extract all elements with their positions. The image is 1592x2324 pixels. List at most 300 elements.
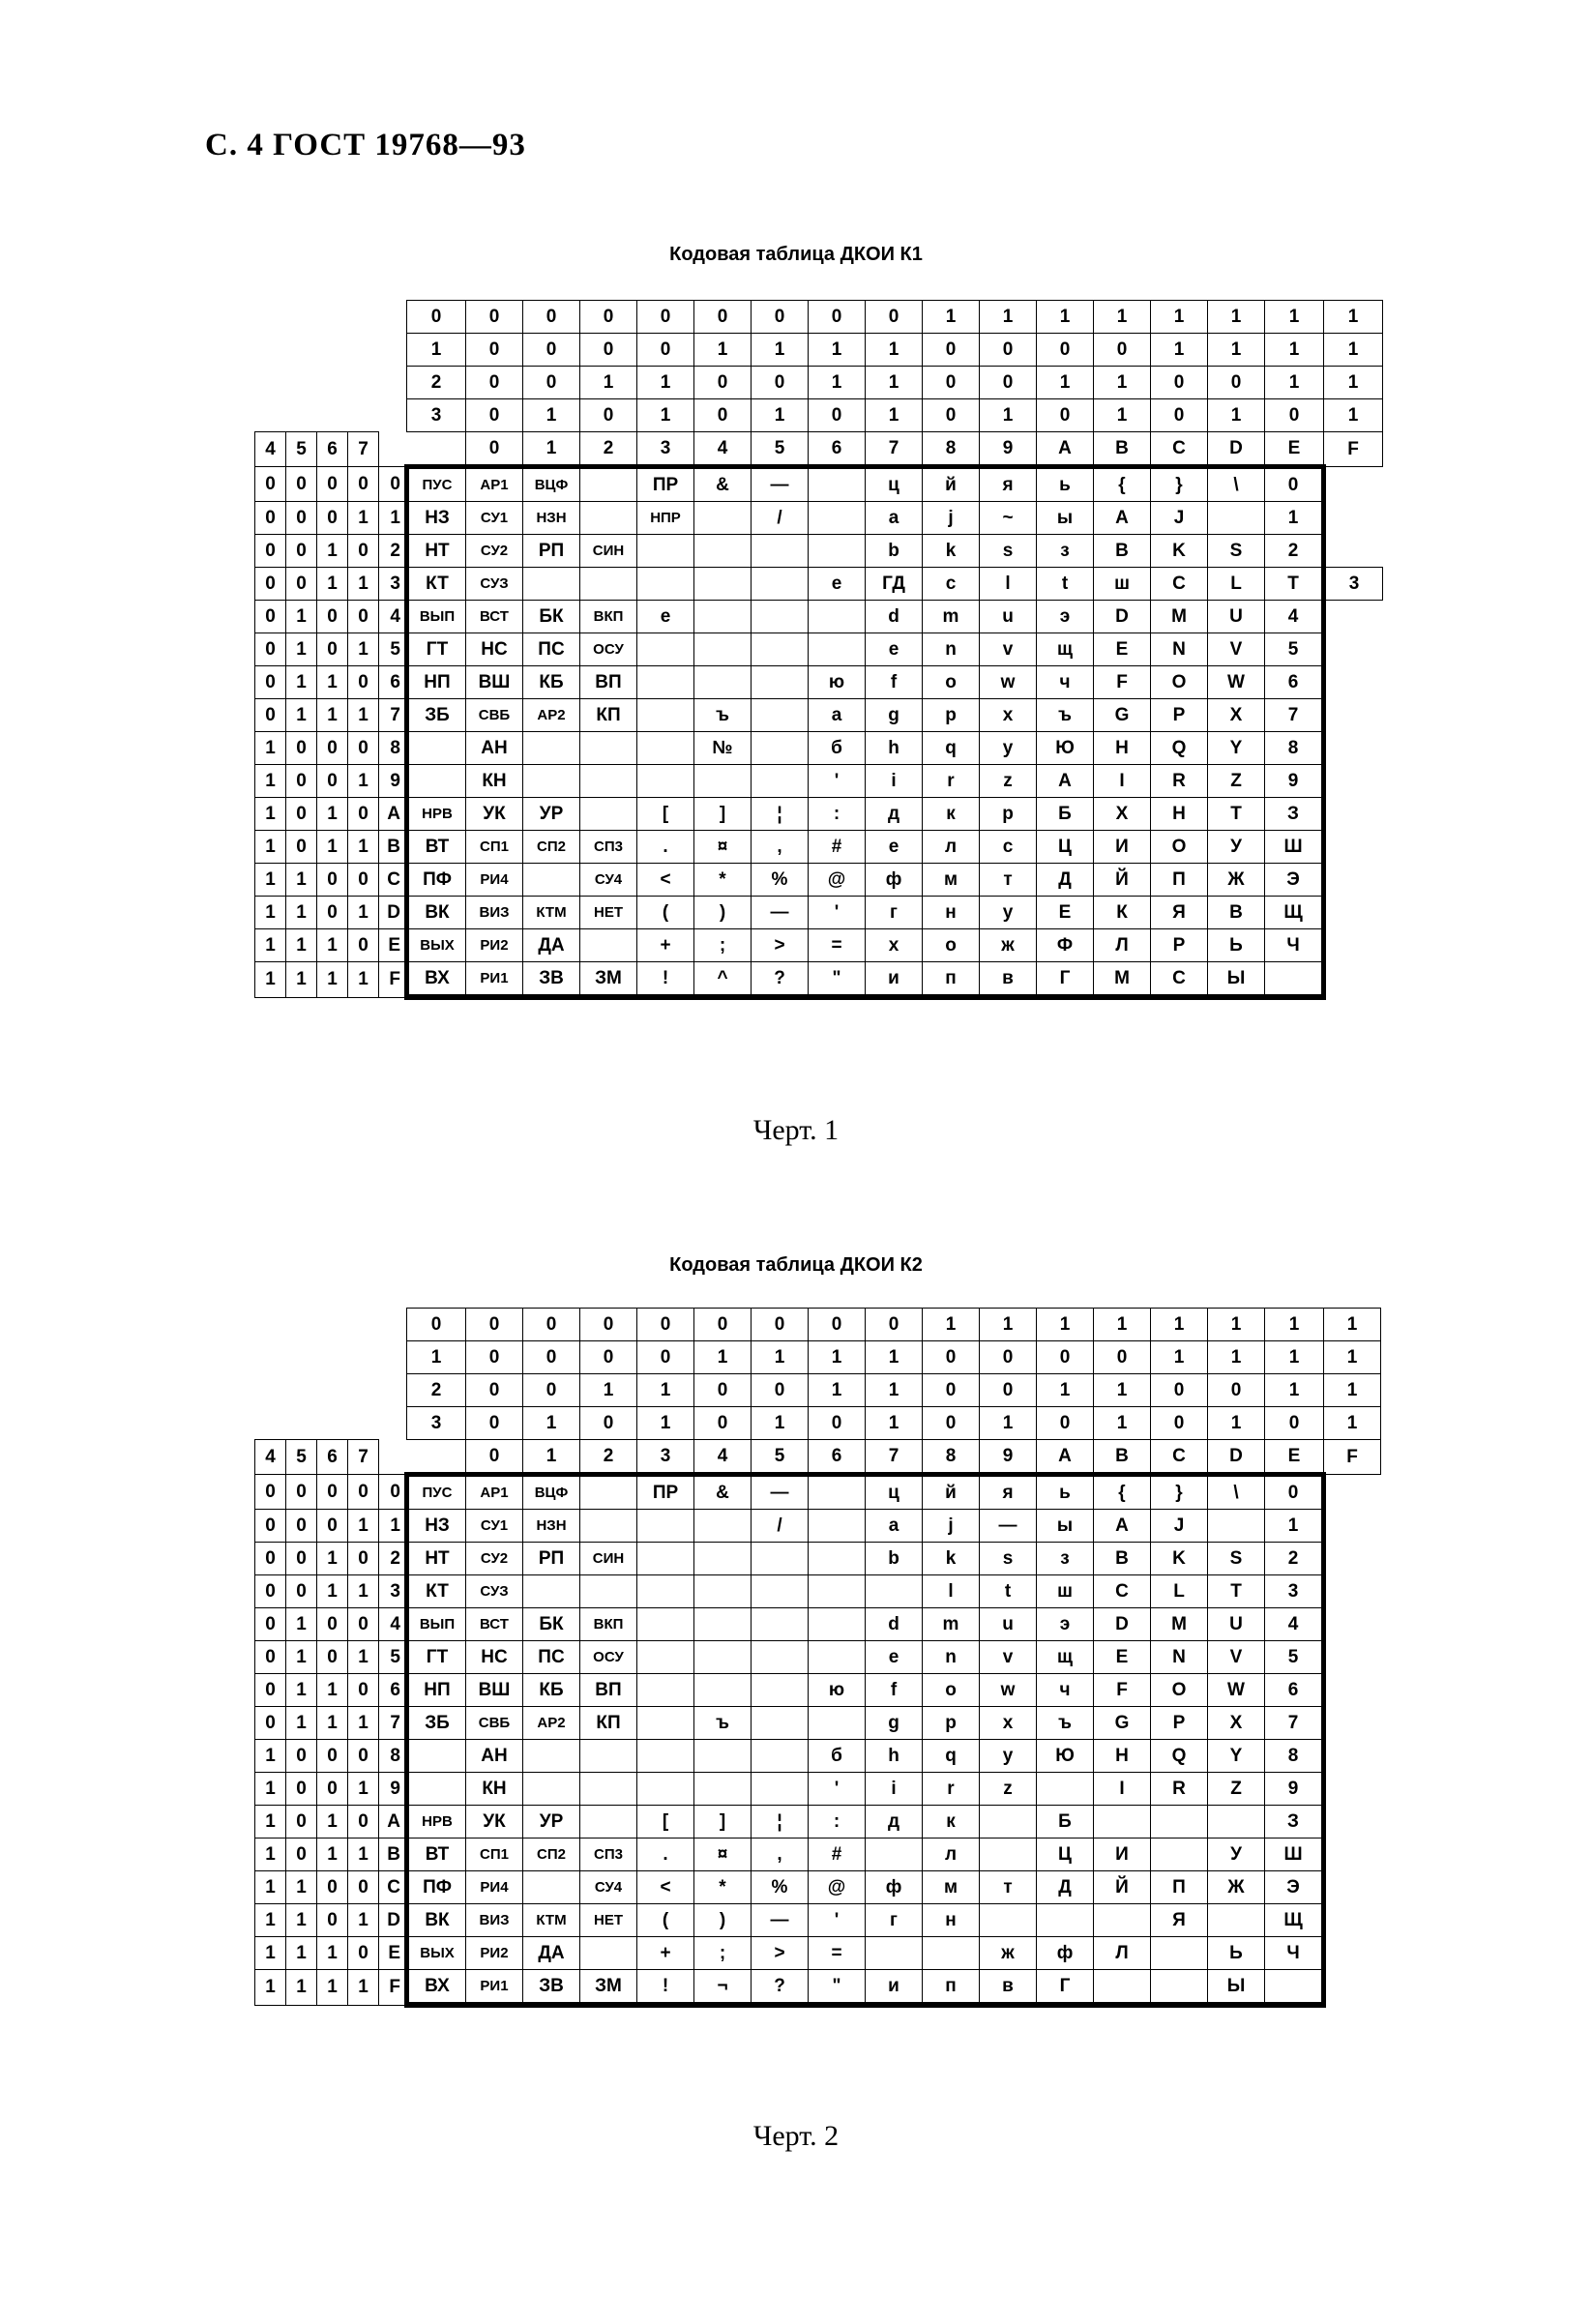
code-cell: 6 (1265, 666, 1324, 699)
row-bit-value: 0 (286, 1510, 317, 1543)
column-hex-header: 3 (637, 1440, 694, 1475)
code-cell: ПФ (407, 864, 466, 897)
code-cell: w (980, 666, 1037, 699)
code-cell: СИН (580, 535, 637, 568)
row-hex-label: B (379, 1839, 407, 1871)
column-hex-header: 1 (523, 1440, 580, 1475)
column-bit-value: 0 (752, 367, 809, 399)
code-cell: v (980, 1641, 1037, 1674)
code-cell (752, 633, 809, 666)
code-cell: я (980, 467, 1037, 502)
column-hex-header: 9 (980, 432, 1037, 467)
code-cell: ВКП (580, 1608, 637, 1641)
column-hex-header: 5 (752, 432, 809, 467)
code-cell (637, 633, 694, 666)
code-cell: з (1037, 1543, 1094, 1575)
row-bit-value: 0 (317, 1608, 348, 1641)
code-cell (1208, 1510, 1265, 1543)
code-cell: ВИЗ (466, 897, 523, 929)
code-cell (637, 1740, 694, 1773)
empty-cell (255, 399, 286, 432)
row-bit-value: 1 (317, 1707, 348, 1740)
code-cell: БК (523, 1608, 580, 1641)
code-cell: У (1208, 1839, 1265, 1871)
code-cell: y (980, 1740, 1037, 1773)
row-bit-value: 1 (286, 699, 317, 732)
code-cell: И (1094, 1839, 1151, 1871)
code-cell: # (809, 831, 866, 864)
code-cell: п (923, 962, 980, 998)
code-cell (1151, 1937, 1208, 1970)
code-cell: Л (1094, 929, 1151, 962)
column-hex-header: B (1094, 432, 1151, 467)
column-hex-header: F (1324, 432, 1383, 467)
code-cell: м (923, 864, 980, 897)
row-bit-value: 1 (317, 798, 348, 831)
column-bit-value: 0 (466, 1341, 523, 1374)
code-cell (407, 1740, 466, 1773)
code-cell (752, 765, 809, 798)
code-cell: АН (466, 732, 523, 765)
column-bit-value: 1 (980, 1407, 1037, 1440)
row-bit-value: 0 (348, 601, 379, 633)
row-bit-value: 0 (317, 467, 348, 502)
code-cell (637, 765, 694, 798)
code-cell: ВП (580, 666, 637, 699)
code-cell: E (1094, 1641, 1151, 1674)
code-cell: Ч (1265, 1937, 1324, 1970)
code-cell: @ (809, 1871, 866, 1904)
code-cell: Ц (1037, 1839, 1094, 1871)
code-cell: I (1094, 1773, 1151, 1806)
code-cell: КТМ (523, 1904, 580, 1937)
column-bit-value: 0 (466, 367, 523, 399)
code-cell (523, 732, 580, 765)
code-cell: G (1094, 1707, 1151, 1740)
code-cell: o (923, 1674, 980, 1707)
table-row (255, 798, 1383, 831)
code-cell: ' (809, 897, 866, 929)
code-cell: 8 (1265, 732, 1324, 765)
row-bit-value: 0 (317, 1871, 348, 1904)
code-cell: f (866, 666, 923, 699)
row-bit-value: 1 (255, 897, 286, 929)
column-bit-value: 0 (1151, 1374, 1208, 1407)
column-hex-header: 0 (466, 432, 523, 467)
table-row (255, 699, 1383, 732)
row-bit-value: 0 (286, 831, 317, 864)
code-cell: X (1208, 699, 1265, 732)
row-bit-value: 0 (255, 1608, 286, 1641)
column-bit-value: 0 (580, 334, 637, 367)
row-bit-value: 0 (348, 1674, 379, 1707)
column-bit-value: 0 (1094, 1341, 1151, 1374)
code-cell: z (980, 1773, 1037, 1806)
column-bit-value: 0 (1151, 1407, 1208, 1440)
column-hex-header: A (1037, 432, 1094, 467)
column-hex-header: 7 (866, 1440, 923, 1475)
column-bit-value: 1 (1324, 1374, 1381, 1407)
row-bit-value: 1 (317, 568, 348, 601)
row-bit-value: 0 (317, 1904, 348, 1937)
code-cell: Э (1265, 1871, 1324, 1904)
code-cell: ВКП (580, 601, 637, 633)
code-cell: п (923, 1970, 980, 2006)
code-cell (866, 1575, 923, 1608)
column-bit-value: 1 (923, 301, 980, 334)
code-cell: j (923, 1510, 980, 1543)
column-bit-value: 1 (1324, 399, 1383, 432)
code-cell: р (980, 798, 1037, 831)
code-cell: АР1 (466, 467, 523, 502)
code-cell: S (1208, 535, 1265, 568)
code-cell: Ш (1265, 1839, 1324, 1871)
code-cell: ы (1037, 502, 1094, 535)
column-bit-value: 1 (1265, 1341, 1324, 1374)
column-hex-header: 8 (923, 432, 980, 467)
code-cell: УР (523, 798, 580, 831)
column-bit-value: 0 (923, 334, 980, 367)
column-bit-value: 0 (580, 1407, 637, 1440)
code-cell: КБ (523, 1674, 580, 1707)
code-cell: = (809, 929, 866, 962)
code-cell: й (923, 1475, 980, 1510)
column-bit-value: 0 (923, 367, 980, 399)
empty-cell (317, 334, 348, 367)
column-hex-header: 8 (923, 1440, 980, 1475)
code-cell: e (866, 1641, 923, 1674)
code-cell: 5 (1265, 633, 1324, 666)
column-bit-value: 1 (694, 1341, 752, 1374)
column-bit-row (255, 1374, 1381, 1407)
code-cell: S (1208, 1543, 1265, 1575)
empty-cell (255, 301, 286, 334)
row-bit-value: 1 (317, 929, 348, 962)
column-bit-value: 1 (1094, 367, 1151, 399)
code-cell: Я (1151, 1904, 1208, 1937)
table-row (255, 1773, 1381, 1806)
column-bit-value: 1 (1094, 1374, 1151, 1407)
code-cell (637, 568, 694, 601)
row-bit-value: 1 (348, 831, 379, 864)
row-bit-value: 1 (317, 962, 348, 998)
row-bit-value: 1 (255, 1806, 286, 1839)
table-caption: Кодовая таблица ДКОИ К1 (669, 244, 923, 265)
column-bit-value: 1 (637, 1407, 694, 1440)
code-cell: 6 (1265, 1674, 1324, 1707)
code-cell (523, 1773, 580, 1806)
column-bit-value: 1 (1265, 1374, 1324, 1407)
code-cell: й (923, 467, 980, 502)
row-bit-value: 0 (286, 1806, 317, 1839)
code-cell: ( (637, 1904, 694, 1937)
code-cell: K (1151, 535, 1208, 568)
code-cell: R (1151, 765, 1208, 798)
code-cell: L (1151, 1575, 1208, 1608)
code-cell (694, 765, 752, 798)
code-cell: ВИЗ (466, 1904, 523, 1937)
code-cell: э (1037, 601, 1094, 633)
column-hex-header: 2 (580, 1440, 637, 1475)
column-bit-value: 0 (809, 301, 866, 334)
row-bit-value: 0 (348, 929, 379, 962)
row-bit-header: 7 (348, 1440, 379, 1475)
row-bit-value: 0 (348, 732, 379, 765)
code-cell: R (1151, 1773, 1208, 1806)
code-cell: ; (694, 1937, 752, 1970)
code-cell: Y (1208, 1740, 1265, 1773)
row-bit-value: 1 (286, 864, 317, 897)
code-cell: v (980, 633, 1037, 666)
bit-index-label: 3 (407, 1407, 466, 1440)
row-bit-value: 1 (317, 1543, 348, 1575)
code-cell: у (980, 897, 1037, 929)
column-bit-value: 1 (866, 367, 923, 399)
code-cell: КН (466, 1773, 523, 1806)
code-cell: ЗБ (407, 1707, 466, 1740)
row-bit-value: 0 (348, 1937, 379, 1970)
empty-cell (379, 1440, 407, 1475)
empty-cell (255, 1341, 286, 1374)
code-cell (580, 1806, 637, 1839)
code-cell: 7 (1265, 699, 1324, 732)
empty-cell (286, 367, 317, 399)
column-bit-value: 0 (809, 1309, 866, 1341)
code-cell (694, 568, 752, 601)
code-cell (694, 1641, 752, 1674)
code-cell: J (1151, 1510, 1208, 1543)
code-cell: ВСТ (466, 1608, 523, 1641)
code-cell: А (1094, 1510, 1151, 1543)
column-bit-value: 1 (1265, 334, 1324, 367)
column-bit-value: 0 (466, 1309, 523, 1341)
code-cell (637, 1674, 694, 1707)
code-cell: УК (466, 798, 523, 831)
code-cell: ВЦФ (523, 467, 580, 502)
row-bit-value: 1 (255, 831, 286, 864)
row-bit-value: 0 (317, 633, 348, 666)
table-row (255, 1707, 1381, 1740)
table-row (255, 1575, 1381, 1608)
table-row (255, 467, 1383, 502)
code-cell: ОСУ (580, 1641, 637, 1674)
code-cell (637, 699, 694, 732)
code-cell: % (752, 864, 809, 897)
table-row (255, 831, 1383, 864)
code-cell: [ (637, 1806, 694, 1839)
code-cell: ПУС (407, 467, 466, 502)
code-cell: ВСТ (466, 601, 523, 633)
column-bit-value: 0 (1037, 1407, 1094, 1440)
code-cell: O (1151, 1674, 1208, 1707)
row-bit-value: 1 (255, 1937, 286, 1970)
code-cell: КБ (523, 666, 580, 699)
column-bit-value: 0 (752, 1309, 809, 1341)
column-bit-value: 1 (866, 1341, 923, 1374)
code-cell (580, 1575, 637, 1608)
code-cell: — (752, 467, 809, 502)
column-bit-value: 1 (637, 399, 694, 432)
table-caption: Кодовая таблица ДКОИ К2 (669, 1254, 923, 1276)
code-cell (1037, 1773, 1094, 1806)
row-bit-value: 1 (348, 897, 379, 929)
column-bit-value: 1 (1208, 1407, 1265, 1440)
code-cell: K (1151, 1543, 1208, 1575)
column-bit-row (255, 1407, 1381, 1440)
empty-cell (286, 1341, 317, 1374)
code-cell: н (923, 1904, 980, 1937)
code-cell: — (752, 897, 809, 929)
table-row (255, 601, 1383, 633)
column-bit-value: 1 (866, 1374, 923, 1407)
code-cell (580, 798, 637, 831)
column-hex-header: E (1265, 1440, 1324, 1475)
code-cell: ? (752, 962, 809, 998)
row-hex-label: E (379, 929, 407, 962)
code-cell: } (1151, 1475, 1208, 1510)
code-cell: НЗН (523, 502, 580, 535)
row-hex-label: 8 (379, 732, 407, 765)
empty-cell (317, 1341, 348, 1374)
code-cell (580, 1773, 637, 1806)
column-bit-value: 1 (980, 399, 1037, 432)
bit-index-label: 1 (407, 334, 466, 367)
code-cell: i (866, 765, 923, 798)
code-cell: в (980, 1970, 1037, 2006)
code-cell (809, 1543, 866, 1575)
table-row (255, 897, 1383, 929)
code-cell: 9 (1265, 1773, 1324, 1806)
code-cell: > (752, 1937, 809, 1970)
table-row (255, 765, 1383, 798)
column-bit-value: 0 (523, 1309, 580, 1341)
code-cell (523, 765, 580, 798)
code-cell: ж (980, 929, 1037, 962)
row-bit-value: 0 (286, 732, 317, 765)
code-cell: ф (1037, 1937, 1094, 1970)
code-cell: : (809, 1806, 866, 1839)
code-cell: АН (466, 1740, 523, 1773)
column-bit-value: 1 (1151, 301, 1208, 334)
code-cell (752, 1674, 809, 1707)
code-cell (580, 1937, 637, 1970)
code-cell: ОСУ (580, 633, 637, 666)
code-cell: ГТ (407, 633, 466, 666)
column-hex-header-row (255, 432, 1383, 467)
column-hex-header: D (1208, 432, 1265, 467)
code-cell: Р (1151, 929, 1208, 962)
code-cell: НЗ (407, 502, 466, 535)
column-bit-value: 0 (580, 301, 637, 334)
code-cell (752, 1608, 809, 1641)
column-bit-value: 0 (1265, 399, 1324, 432)
code-cell: ( (637, 897, 694, 929)
column-bit-value: 0 (923, 399, 980, 432)
code-cell: L (1208, 568, 1265, 601)
column-bit-value: 0 (694, 399, 752, 432)
row-bit-value: 1 (255, 765, 286, 798)
code-cell: ; (694, 929, 752, 962)
code-cell: ¤ (694, 831, 752, 864)
code-cell: x (980, 699, 1037, 732)
code-cell: + (637, 929, 694, 962)
code-cell: НТ (407, 535, 466, 568)
column-bit-value: 1 (752, 399, 809, 432)
code-cell: ГД (866, 568, 923, 601)
code-cell: ВХ (407, 962, 466, 998)
column-bit-value: 1 (1151, 1341, 1208, 1374)
code-cell (809, 1475, 866, 1510)
column-hex-header: E (1265, 432, 1324, 467)
code-cell: ' (809, 1904, 866, 1937)
code-cell (694, 1773, 752, 1806)
row-bit-value: 1 (255, 732, 286, 765)
code-cell: о (923, 929, 980, 962)
code-cell: 9 (1265, 765, 1324, 798)
empty-cell (317, 301, 348, 334)
row-bit-value: 0 (286, 1740, 317, 1773)
code-cell (694, 1674, 752, 1707)
code-cell: СВБ (466, 1707, 523, 1740)
row-bit-value: 0 (255, 568, 286, 601)
code-cell: КП (580, 1707, 637, 1740)
row-bit-value: 0 (317, 502, 348, 535)
column-bit-value: 1 (866, 334, 923, 367)
row-hex-label: 5 (379, 633, 407, 666)
row-bit-value: 1 (255, 1773, 286, 1806)
code-cell: 8 (1265, 1740, 1324, 1773)
code-cell: x (980, 1707, 1037, 1740)
code-cell (637, 1543, 694, 1575)
table-row (255, 1839, 1381, 1871)
column-hex-header: A (1037, 1440, 1094, 1475)
row-bit-value: 1 (286, 633, 317, 666)
row-bit-value: 0 (255, 601, 286, 633)
column-bit-value: 0 (637, 301, 694, 334)
code-cell: Ы (1208, 1970, 1265, 2006)
empty-cell (379, 1341, 407, 1374)
table-row (255, 1970, 1381, 2006)
code-cell: Ж (1208, 864, 1265, 897)
row-bit-value: 0 (255, 1641, 286, 1674)
code-cell: G (1094, 699, 1151, 732)
code-cell: ! (637, 1970, 694, 2006)
code-cell (694, 1740, 752, 1773)
code-cell (980, 1904, 1037, 1937)
code-cell (752, 732, 809, 765)
code-cell: ' (809, 765, 866, 798)
code-cell: щ (1037, 1641, 1094, 1674)
column-bit-value: 0 (466, 301, 523, 334)
code-cell: / (752, 502, 809, 535)
code-cell: СУ2 (466, 535, 523, 568)
code-cell: T (1265, 568, 1324, 601)
code-cell: ц (866, 1475, 923, 1510)
row-bit-value: 0 (286, 535, 317, 568)
code-cell: ПС (523, 1641, 580, 1674)
code-cell: n (923, 633, 980, 666)
code-cell (694, 666, 752, 699)
row-bit-value: 1 (255, 929, 286, 962)
column-hex-header: 0 (466, 1440, 523, 1475)
code-cell: M (1151, 1608, 1208, 1641)
code-cell: m (923, 1608, 980, 1641)
empty-cell (317, 1309, 348, 1341)
code-cell: НЗ (407, 1510, 466, 1543)
code-cell: ВЫХ (407, 929, 466, 962)
code-cell: ~ (980, 502, 1037, 535)
code-cell (1208, 502, 1265, 535)
